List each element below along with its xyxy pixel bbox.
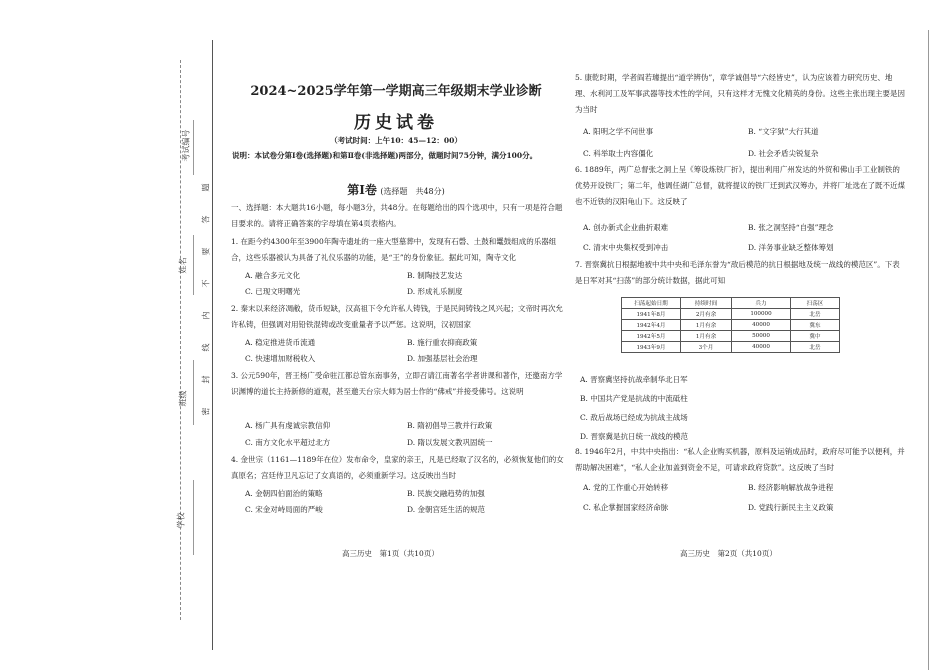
table-cell: 40000 <box>732 320 791 331</box>
binding-label-name: 姓名 <box>178 257 188 274</box>
question-stem: 6. 1889年，两广总督张之洞上呈《筹设炼铁厂折》，提出利用广州发达的外贸和佛山手工业制铁的优势开设铁厂；第二年，他调任湖广总督，就将提议的铁厂迁到武汉筹办，并将厂址选在了既不近煤也不近铁的汉阳龟山下。这反映了 <box>575 165 905 206</box>
blank-line-class <box>193 360 194 425</box>
page-edge <box>928 30 929 670</box>
option-d: D. 洋务事业缺乏整体筹划 <box>748 243 834 252</box>
section-title <box>240 181 552 198</box>
option-b: B. 中国共产党是抗战的中流砥柱 <box>580 394 688 403</box>
table-cell: 50000 <box>732 331 791 342</box>
binding-label-school: 学校 <box>176 512 186 529</box>
binding-label-exam-no: 考试编号 <box>181 129 191 162</box>
option-d: D. 形成礼乐制度 <box>407 287 463 296</box>
seal-char: 不 <box>201 279 211 288</box>
blank-line-name <box>193 235 194 295</box>
option-b: B. 制陶技艺发达 <box>407 271 463 280</box>
option-b: B. 张之洞坚持“自强”理念 <box>748 223 834 232</box>
question-stem: 8. 1946年2月，中共中央指出：“私人企业购买机器，原料及运销成品时，政府尽可能予以便利，并帮助解决困难”，“私人企业加盖到资金不足，可请求政府贷款”。这反映了当时 <box>575 447 905 472</box>
seal-char: 内 <box>201 311 211 320</box>
question-stem: 1. 在距今约4300年至3900年陶寺遗址的一座大型墓葬中，发现有石磬、土鼓和鼍鼓组成的乐器组合，这些乐器被认为具备了礼仪乐器的功能，是“王”的身份象征。据此可知，陶寺文化 <box>231 237 557 262</box>
section-note: (选择题 共48分) <box>380 187 445 196</box>
option-c: C. 快速增加财税收入 <box>245 354 316 363</box>
exam-time: （考试时间：上午10：45—12：00） <box>330 136 462 145</box>
option-a: A. 阳明之学不问世事 <box>583 127 654 136</box>
option-a: A. 党的工作重心开始转移 <box>583 483 669 492</box>
table-cell: 100000 <box>732 309 791 320</box>
question-stem: 3. 公元590年，晋王杨广受命驻江都总管东南事务，立即召请江南著名学者讲课和著作，还邀南方学识渊博的道长主持新修的道观，甚至邀天台宗大师为居士作的“佛戒”并接受佛号。这说明 <box>231 371 563 396</box>
table-cell: 1943年9月 <box>622 342 681 353</box>
table-header-cell: 扫荡区 <box>791 298 840 309</box>
option-b: B. 隋初倡导三教并行政策 <box>407 421 493 430</box>
table-cell: 3个月 <box>681 342 732 353</box>
option-b: B. 民族交融趋势的加强 <box>407 489 485 498</box>
table-cell: 1月有余 <box>681 331 732 342</box>
option-a: A. 融合多元文化 <box>245 271 301 280</box>
option-a: A. 晋察冀坚持抗战牵制华北日军 <box>580 375 688 384</box>
blank-line-exam-no <box>193 120 194 175</box>
page-footer-right: 高三历史 第2页（共10页） <box>680 549 777 558</box>
table-header-cell: 兵力 <box>732 298 791 309</box>
table-row <box>622 320 840 331</box>
exam-instructions: 说明：本试卷分第Ⅰ卷(选择题)和第Ⅱ卷(非选择题)两部分，做题时间75分钟，满分100分。 <box>232 151 538 160</box>
blank-line-school <box>193 480 194 555</box>
option-c: C. 宋金对峙局面的严峻 <box>245 505 323 514</box>
question-stem: 5. 康乾时期，学者阎若璩提出“道学辨伪”，章学诚倡导“六经皆史”，认为应该着力研究历史、地理、水利河工及军事武器等技术性的学问，只有这样才无愧文化精英的身份。这些主张出现主要是因为当时 <box>575 73 905 114</box>
option-d: D. 金朝宫廷生活的规范 <box>407 505 486 514</box>
option-c: C. 敌后战场已经成为抗战主战场 <box>580 413 688 422</box>
seal-char: 题 <box>201 183 211 192</box>
option-c: C. 已现文明曙光 <box>245 287 301 296</box>
table-cell: 1941年8月 <box>622 309 681 320</box>
option-d: D. 加强基层社会治理 <box>407 354 478 363</box>
table-header-row <box>622 298 840 309</box>
table-cell: 1942年4月 <box>622 320 681 331</box>
question-stem: 4. 金世宗（1161—1189年在位）发布命令，皇家的亲王，凡是已经取了汉名的，必须恢复他们的女真原名；宫廷侍卫凡忘记了女真语的，必须重新学习。这反映出当时 <box>231 455 564 480</box>
seal-char: 答 <box>201 215 211 224</box>
table-cell: 北岳 <box>791 342 840 353</box>
seal-char: 封 <box>201 375 211 384</box>
option-c: C. 清末中央集权受到冲击 <box>583 243 669 252</box>
table-row <box>622 342 840 353</box>
table-cell: 40000 <box>732 342 791 353</box>
option-d: D. 隋以发展文教巩固统一 <box>407 438 493 447</box>
option-d: D. 党践行新民主主义政策 <box>748 503 834 512</box>
table-cell: 1942年5月 <box>622 331 681 342</box>
option-b: B. 经济影响解放战争进程 <box>748 483 834 492</box>
option-d: D. 晋察冀是抗日统一战线的模范 <box>580 432 689 441</box>
option-c: C. 科举取士内容僵化 <box>583 149 654 158</box>
option-b: B. “文字狱”大行其道 <box>748 127 819 136</box>
section-name: 第Ⅰ卷 <box>347 183 377 197</box>
seal-char: 要 <box>201 247 211 256</box>
exam-title: 2024~2025学年第一学期高三年级期末学业诊断 <box>250 84 542 99</box>
table-cell: 1月有余 <box>681 320 732 331</box>
table-header-cell: 持续时间 <box>681 298 732 309</box>
option-c: C. 私企掌握国家经济命脉 <box>583 503 669 512</box>
option-c: C. 南方文化水平超过北方 <box>245 438 331 447</box>
section-intro: 一、选择题：本大题共16小题，每小题3分，共48分。在每题给出的四个选项中，只有一项是符合题目要求的。请将正确答案的字母填在第4页表格内。 <box>231 203 563 228</box>
table-cell: 北岳 <box>791 309 840 320</box>
option-a: A. 稳定推进货币流通 <box>245 338 316 347</box>
page-footer-left: 高三历史 第1页（共10页） <box>342 549 439 558</box>
subject-title: 历史试卷 <box>354 113 438 133</box>
option-b: B. 施行重农抑商政策 <box>407 338 478 347</box>
binding-line <box>212 40 213 650</box>
table-cell: 冀东 <box>791 320 840 331</box>
table-cell: 冀中 <box>791 331 840 342</box>
table-header-cell: 扫荡起始日期 <box>622 298 681 309</box>
option-d: D. 社会矛盾尖锐复杂 <box>748 149 819 158</box>
seal-char: 密 <box>201 407 211 416</box>
option-a: A. 金朝四伯面治的策略 <box>245 489 323 498</box>
binding-label-class: 班级 <box>178 390 188 407</box>
sweep-data-table <box>621 297 840 353</box>
seal-char: 线 <box>201 343 211 352</box>
table-row <box>622 309 840 320</box>
table-row <box>622 331 840 342</box>
option-a: A. 杨广具有虔诚宗教信仰 <box>245 421 331 430</box>
question-stem: 7. 晋察冀抗日根据地被中共中央和毛泽东誉为“敌后模范的抗日根据地及统一战线的模范区”。下表是日军对其“扫荡”的部分统计数据，据此可知 <box>575 260 900 285</box>
option-a: A. 创办新式企业曲折艰难 <box>583 223 669 232</box>
question-stem: 2. 秦末以来经济凋敝，货币短缺，汉高祖下令允许私人铸钱，于是民间铸钱之风兴起；文帝时再次允许私铸，但强调对用铅铁混铸或改变重量者予以严惩。这说明，汉初国家 <box>231 304 564 329</box>
table-cell: 2月有余 <box>681 309 732 320</box>
